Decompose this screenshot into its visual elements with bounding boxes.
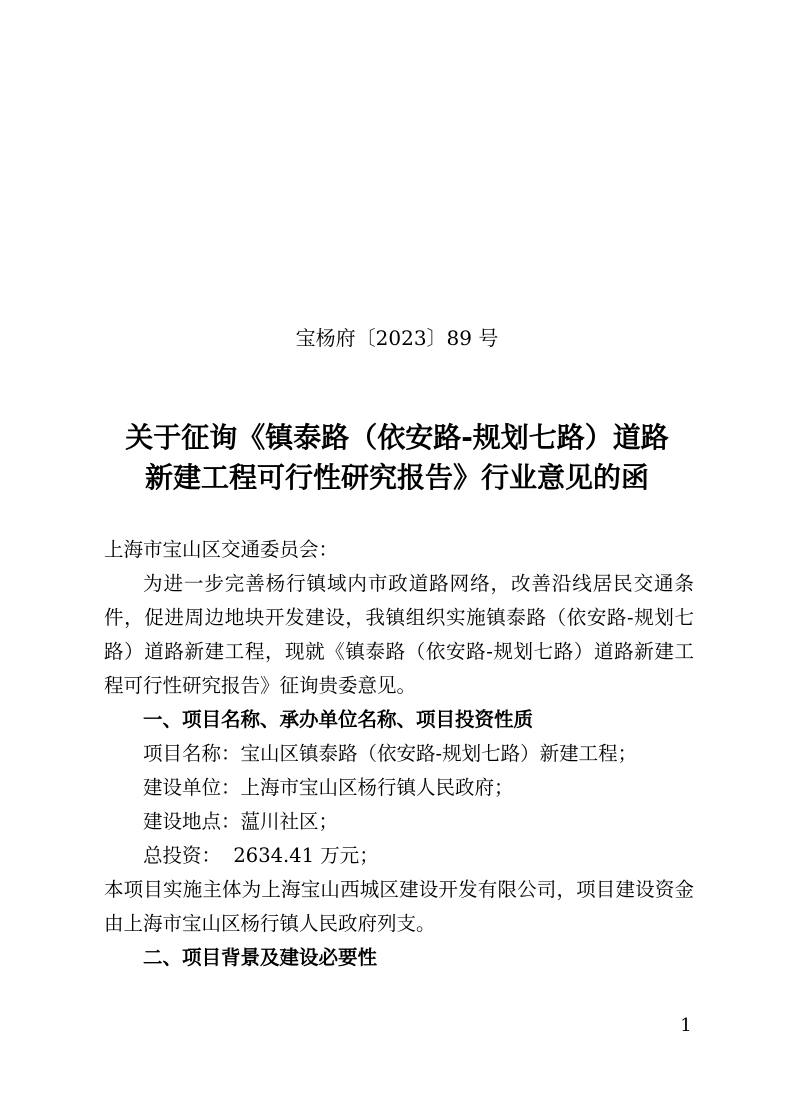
project-name-line: 项目名称：宝山区镇泰路（依安路-规划七路）新建工程； (143, 742, 638, 765)
title-line-1: 关于征询《镇泰路（依安路-规划七路）道路 (125, 421, 669, 454)
builder-line: 建设单位：上海市宝山区杨行镇人民政府； (143, 776, 514, 799)
document-number: 宝杨府〔2023〕89 号 (295, 326, 499, 350)
implementer-paragraph: 本项目实施主体为上海宝山西城区建设开发有限公司，项目建设资金由上海市宝山区杨行镇人民政府列支。 (104, 878, 694, 935)
document-body (104, 533, 694, 975)
recipient-line: 上海市宝山区交通委员会： (104, 538, 339, 561)
investment-line: 总投资： 2634.41 万元； (143, 844, 379, 867)
location-line: 建设地点：蕰川社区； (143, 810, 339, 833)
section-2-heading: 二、项目背景及建设必要性 (143, 946, 378, 969)
document-title (80, 418, 714, 498)
intro-paragraph: 为进一步完善杨行镇域内市政道路网络，改善沿线居民交通条件，促进周边地块开发建设，我镇组织实施镇泰路（依安路-规划七路）道路新建工程，现就《镇泰路（依安路-规划七路）道路新建工程可行性研究报告》征询贵委意见。 (104, 572, 694, 697)
title-line-2: 新建工程可行性研究报告》行业意见的函 (144, 461, 649, 494)
page-number: 1 (680, 1015, 692, 1036)
section-1-heading: 一、项目名称、承办单位名称、项目投资性质 (143, 708, 534, 731)
